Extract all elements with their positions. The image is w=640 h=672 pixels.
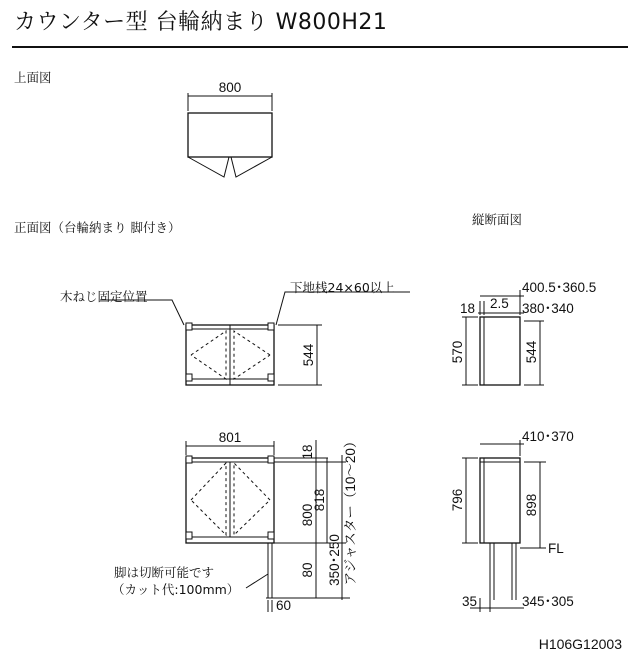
upper-height-dim: 544 [301, 343, 316, 367]
lower-width-dim: 801 [218, 430, 242, 445]
cut-allowance-note: （カット代:100mm） [112, 582, 240, 597]
dim-350-250: 350･250 [327, 534, 342, 586]
adjuster-note: アジャスター（10～20） [343, 434, 358, 586]
dim-18: 18 [300, 444, 315, 460]
section-2-5: 2.5 [490, 296, 509, 311]
section-544: 544 [524, 340, 539, 364]
section-view-label: 縦断面図 [472, 212, 523, 227]
section-depth-4: 345･305 [522, 594, 574, 609]
top-view [188, 80, 272, 177]
dim-80: 80 [300, 562, 315, 578]
section-depth-1: 400.5･360.5 [522, 280, 597, 295]
front-view-label: 正面図（台輪納まり 脚付き） [14, 220, 181, 235]
section-796: 796 [450, 488, 465, 512]
section-depth-2: 380･340 [522, 301, 574, 316]
floor-level-label: FL [548, 541, 564, 556]
section-570: 570 [450, 340, 465, 364]
batten-note: 下地桟24×60以上 [290, 280, 395, 295]
section-35: 35 [462, 594, 478, 609]
top-view-label: 上面図 [14, 70, 52, 85]
front-upper-cabinet [100, 292, 410, 385]
drawing-code: H106G12003 [538, 636, 622, 652]
front-lower-cabinet [186, 430, 358, 613]
dim-818: 818 [312, 488, 327, 512]
section-898: 898 [524, 493, 539, 517]
dim-60: 60 [276, 598, 292, 613]
section-upper [450, 280, 596, 385]
page-title: カウンター型 台輪納まり W800H21 [14, 10, 388, 35]
dim-800: 800 [300, 503, 315, 527]
section-18: 18 [460, 301, 476, 316]
leg-cut-note: 脚は切断可能です [114, 565, 215, 580]
section-lower [450, 429, 574, 612]
screw-position-note: 木ねじ固定位置 [60, 289, 148, 304]
section-depth-3: 410･370 [522, 429, 574, 444]
top-width-dim: 800 [218, 80, 242, 95]
